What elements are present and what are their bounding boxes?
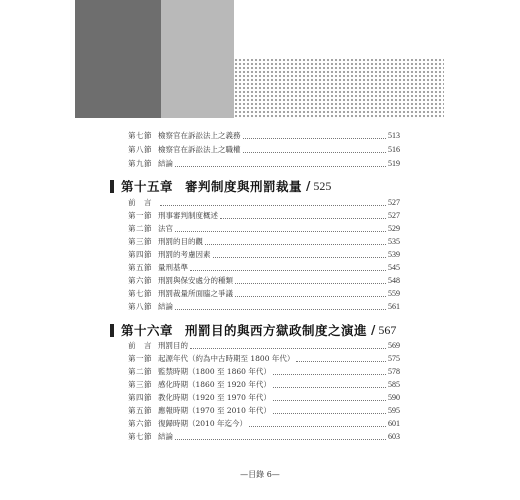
toc-row[interactable] xyxy=(128,223,400,235)
section-title: 感化時期（1860 至 1920 年代） xyxy=(158,380,271,389)
chapter-heading-15[interactable] xyxy=(110,177,331,195)
dot-leader xyxy=(213,257,387,258)
dot-leader xyxy=(175,166,386,167)
section-title: 法官 xyxy=(158,224,173,233)
toc-row[interactable] xyxy=(128,392,400,404)
toc-row[interactable] xyxy=(128,158,400,170)
dot-leader xyxy=(190,348,386,349)
page-number: 578 xyxy=(388,367,400,376)
page-number: 575 xyxy=(388,354,400,363)
toc-row[interactable] xyxy=(128,262,400,274)
section-title: 刑罰目的 xyxy=(158,341,188,350)
chapter-slash: / xyxy=(371,323,376,337)
section-number: 第一節 xyxy=(128,354,152,363)
dot-leader xyxy=(235,283,386,284)
section-title: 結論 xyxy=(158,159,173,168)
dot-leader xyxy=(243,152,387,153)
dot-leader xyxy=(273,413,386,414)
dot-leader xyxy=(205,244,386,245)
page-number: 519 xyxy=(388,159,400,168)
toc-row[interactable] xyxy=(128,301,400,313)
dot-leader xyxy=(273,374,386,375)
page-number: 601 xyxy=(388,419,400,428)
section-title: 結論 xyxy=(158,302,173,311)
page-number: 548 xyxy=(388,276,400,285)
dot-leader xyxy=(220,218,386,219)
section-number: 第五節 xyxy=(128,406,152,415)
dot-leader xyxy=(235,296,386,297)
section-title: 檢察官在訴訟法上之義務 xyxy=(158,131,241,140)
toc-row[interactable] xyxy=(128,275,400,287)
toc-row[interactable] xyxy=(128,353,400,365)
section-number: 前 言 xyxy=(128,341,152,350)
section-number: 第六節 xyxy=(128,276,152,285)
section-title: 刑罰的目的觀 xyxy=(158,237,203,246)
header-dot-pattern xyxy=(234,58,444,118)
section-title: 刑事審判制度概述 xyxy=(158,211,218,220)
toc-row[interactable] xyxy=(128,366,400,378)
section-number: 第六節 xyxy=(128,419,152,428)
dot-leader xyxy=(175,439,386,440)
page-number: 595 xyxy=(388,406,400,415)
section-title: 監禁時期（1800 至 1860 年代） xyxy=(158,367,271,376)
toc-row[interactable] xyxy=(128,340,400,352)
chapter-heading-16[interactable] xyxy=(110,321,396,339)
dot-leader xyxy=(190,270,386,271)
section-number: 第九節 xyxy=(128,159,152,168)
section-number: 第一節 xyxy=(128,211,152,220)
page-number: 529 xyxy=(388,224,400,233)
page-number: 590 xyxy=(388,393,400,402)
toc-row[interactable] xyxy=(128,431,400,443)
page-number: 603 xyxy=(388,432,400,441)
page-number: 527 xyxy=(388,198,400,207)
section-title: 結論 xyxy=(158,432,173,441)
chapter-title: 審判制度與刑罰裁量 xyxy=(185,179,303,194)
chapter-page: 525 xyxy=(313,178,332,193)
dot-leader xyxy=(249,426,386,427)
chapter-label: 第十五章 xyxy=(121,179,174,194)
page-footer: —目錄 6— xyxy=(240,470,280,479)
dot-leader xyxy=(160,205,386,206)
section-title: 起源年代（約為中古時期至 1800 年代） xyxy=(158,354,295,363)
toc-row[interactable] xyxy=(128,418,400,430)
dot-leader xyxy=(273,400,386,401)
page-number: 559 xyxy=(388,289,400,298)
section-number: 第二節 xyxy=(128,367,152,376)
toc-row[interactable] xyxy=(128,288,400,300)
section-number: 第七節 xyxy=(128,131,152,140)
toc-row[interactable] xyxy=(128,210,400,222)
section-number: 第三節 xyxy=(128,237,152,246)
page-number: 539 xyxy=(388,250,400,259)
section-number: 第二節 xyxy=(128,224,152,233)
dot-leader xyxy=(175,231,386,232)
section-title: 刑罰裁量所面臨之爭議 xyxy=(158,289,233,298)
toc-row[interactable] xyxy=(128,144,400,156)
section-number: 第七節 xyxy=(128,432,152,441)
chapter-page: 567 xyxy=(378,322,397,337)
page-number: 535 xyxy=(388,237,400,246)
dot-leader xyxy=(273,387,386,388)
dot-leader xyxy=(296,361,386,362)
page-number: 513 xyxy=(388,131,400,140)
section-number: 第四節 xyxy=(128,250,152,259)
chapter-marker xyxy=(110,180,114,193)
chapter-title: 刑罰目的與西方獄政制度之演進 xyxy=(185,323,368,338)
section-number: 第三節 xyxy=(128,380,152,389)
section-number: 前 言 xyxy=(128,198,152,207)
toc-row[interactable] xyxy=(128,130,400,142)
section-title: 刑罰的考慮因素 xyxy=(158,250,211,259)
toc-row[interactable] xyxy=(128,236,400,248)
section-title: 量刑基準 xyxy=(158,263,188,272)
header-dark-block xyxy=(75,0,161,118)
chapter-marker xyxy=(110,324,114,337)
section-number: 第七節 xyxy=(128,289,152,298)
header-light-block xyxy=(161,0,234,118)
section-number: 第五節 xyxy=(128,263,152,272)
section-title: 應報時期（1970 至 2010 年代） xyxy=(158,406,271,415)
page-number: 545 xyxy=(388,263,400,272)
page-number: 516 xyxy=(388,145,400,154)
toc-row[interactable] xyxy=(128,197,400,209)
chapter-slash: / xyxy=(306,179,311,193)
section-title: 教化時期（1920 至 1970 年代） xyxy=(158,393,271,402)
toc-row[interactable] xyxy=(128,405,400,417)
section-title: 刑罰與保安處分的種類 xyxy=(158,276,233,285)
section-number: 第四節 xyxy=(128,393,152,402)
toc-row[interactable] xyxy=(128,379,400,391)
section-title: 檢察官在訴訟法上之職權 xyxy=(158,145,241,154)
dot-leader xyxy=(175,309,386,310)
chapter-label: 第十六章 xyxy=(121,323,174,338)
toc-row[interactable] xyxy=(128,249,400,261)
page-number: 569 xyxy=(388,341,400,350)
section-number: 第八節 xyxy=(128,145,152,154)
page-number: 561 xyxy=(388,302,400,311)
section-title: 復歸時期（2010 年迄今） xyxy=(158,419,247,428)
section-number: 第八節 xyxy=(128,302,152,311)
page-number: 527 xyxy=(388,211,400,220)
dot-leader xyxy=(243,138,387,139)
page-number: 585 xyxy=(388,380,400,389)
